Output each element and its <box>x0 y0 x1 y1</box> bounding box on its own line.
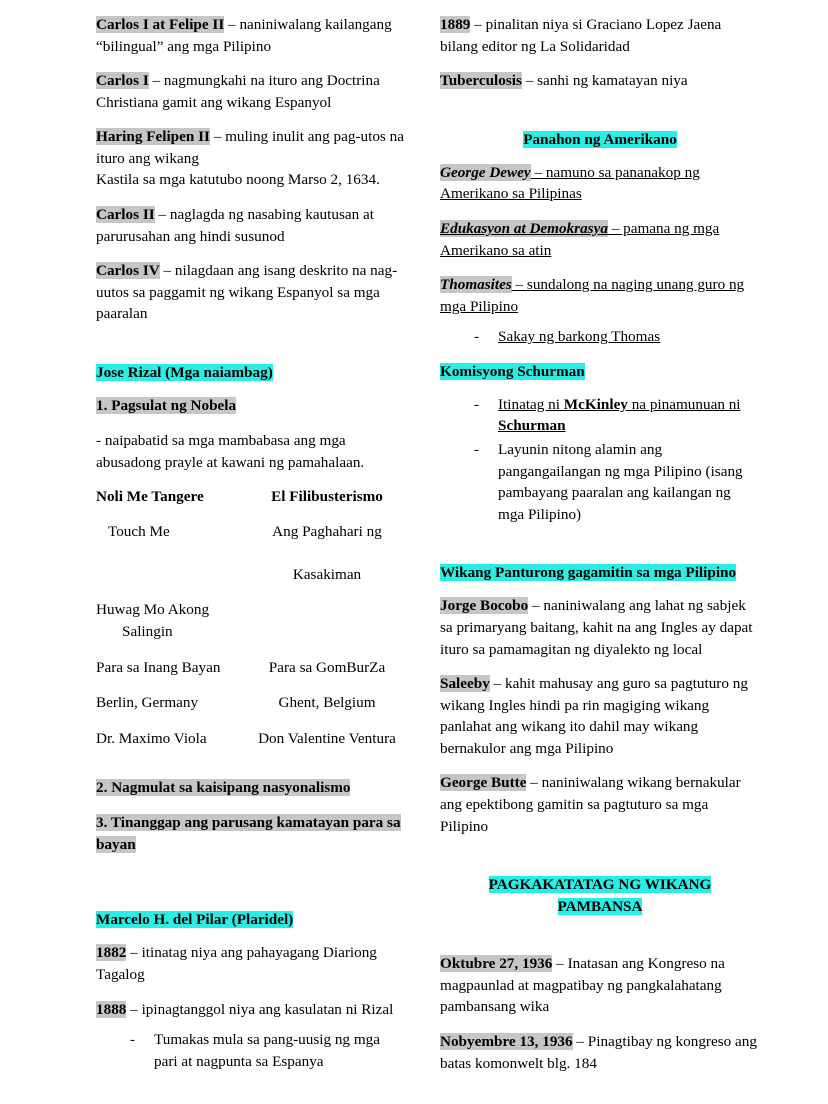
term-label: Tuberculosis <box>440 72 522 90</box>
cell-tagalog-fili <box>250 599 404 656</box>
column-header-noli: Noli Me Tangere <box>96 488 204 506</box>
term-body: – Inatasan ang Kongreso na magpaunlad at magpatibay ng pangkalahatang pambansang wika <box>440 955 725 1016</box>
heading-text-line1: PAGKAKATATAG NG WIKANG <box>488 876 712 894</box>
entry-1882 <box>96 942 404 985</box>
table-row <box>96 692 404 728</box>
entry-carlos-i-felipe-ii <box>96 14 404 57</box>
heading-text: Komisyong Schurman <box>440 362 585 380</box>
table-row <box>96 728 404 764</box>
cell-tagalog-noli <box>96 599 250 656</box>
plaridel-bullet-list <box>96 1029 404 1072</box>
term-body: – itinatag niya ang pahayagang Diariong Tagalog <box>96 944 377 984</box>
term-label: Oktubre 27, 1936 <box>440 955 553 973</box>
term-body: – kahit mahusay ang guro sa pagtuturo ng wikang Ingles hindi pa rin magiging wikang panlahat ang wikang ito dahil may wikang bernakulor ang mga Pilipino <box>440 675 748 757</box>
term-body: – naniniwalang kailangang “bilingual” ang mga Pilipino <box>96 16 392 55</box>
list-item-text: Sakay ng barkong Thomas <box>498 328 661 346</box>
left-column <box>96 14 404 1085</box>
entry-tuberculosis <box>440 70 760 92</box>
heading-text-line2: PAMBANSA <box>557 898 643 916</box>
term-label: Carlos II <box>96 206 155 224</box>
heading-text: Jose Rizal (Mga naiambag) <box>96 363 273 381</box>
term-label: George Butte <box>440 774 527 792</box>
term-body-line2: Kastila sa mga katutubo noong Marso 2, 1634. <box>96 171 380 189</box>
term-body: – naniniwalang ang lahat ng sabjek sa primaryang baitang, kahit na ang Ingles ay dapat ituro sa pamamagitan ng diyalekto ng local <box>440 597 753 658</box>
term-label: Saleeby <box>440 675 490 693</box>
cell-translation-noli: Touch Me <box>108 522 170 540</box>
entry-carlos-iv <box>96 260 404 325</box>
thomasites-bullet-list <box>440 326 760 348</box>
term-body: – naglagda ng nasabing kautusan at parurusahan ang hindi susunod <box>96 206 374 245</box>
list-item <box>474 394 760 437</box>
term-label: Haring Felipen II <box>96 128 210 146</box>
heading-komisyong-schurman <box>440 361 760 383</box>
right-column <box>440 14 760 1087</box>
cell-dedication-noli: Para sa Inang Bayan <box>96 658 221 676</box>
term-body: – pinalitan niya si Graciano Lopez Jaena bilang editor ng La Solidaridad <box>440 16 722 55</box>
term-label: 1882 <box>96 944 127 962</box>
term-body: – sundalong na naging unang guro ng mga Pilipino <box>440 276 745 315</box>
cell-dedication-fili: Para sa GomBurZa <box>268 658 386 676</box>
heading-text: Wikang Panturong gagamitin sa mga Pilipino <box>440 564 737 582</box>
entry-haring-felipen-ii <box>96 126 404 191</box>
term-body: – sanhi ng kamatayan niya <box>521 72 688 90</box>
column-header-fili: El Filibusterismo <box>271 488 383 506</box>
table-header-row <box>96 486 404 521</box>
novel-comparison-table <box>96 486 404 763</box>
term-label: Carlos I at Felipe II <box>96 16 225 33</box>
cell-place-noli: Berlin, Germany <box>96 694 199 712</box>
list-item <box>474 326 760 348</box>
cell-line1: Huwag Mo Akong <box>96 601 210 619</box>
entry-oktubre-27-1936 <box>440 953 760 1018</box>
heading-text: Marcelo H. del Pilar (Plaridel) <box>96 911 294 929</box>
entry-george-butte <box>440 772 760 837</box>
cell-place-fili: Ghent, Belgium <box>278 694 376 712</box>
table-row <box>96 657 404 693</box>
cell-line2: Kasakiman <box>292 565 362 583</box>
term-label: Edukasyon at Demokrasya <box>440 219 608 237</box>
entry-george-dewey <box>440 162 760 205</box>
section-spacer <box>440 929 760 953</box>
term-body: – nagmungkahi na ituro ang Doctrina Christiana gamit ang wikang Espanyol <box>96 72 380 111</box>
term-body: – namuno sa pananakop ng Amerikano sa Pilipinas <box>440 163 700 203</box>
heading-panahon-ng-amerikano <box>440 129 760 151</box>
cell-translation-fili <box>250 521 404 600</box>
section-spacer <box>440 105 760 129</box>
entry-thomasites <box>440 274 760 317</box>
entry-carlos-ii <box>96 204 404 247</box>
term-body: – naniniwalang wikang bernakular ang epektibong gamitin sa pagtuturo sa mga Pilipino <box>440 774 741 835</box>
term-label: George Dewey <box>440 163 531 181</box>
entry-saleeby <box>440 673 760 759</box>
entry-nobyembre-13-1936 <box>440 1031 760 1074</box>
section-spacer <box>440 538 760 562</box>
entry-carlos-i <box>96 70 404 113</box>
note-naipabatid: - naipabatid sa mga mambabasa ang mga abusadong prayle at kawani ng pamahalaan. <box>96 432 365 471</box>
cell-line1: Ang Paghahari ng <box>272 522 382 540</box>
heading-text: Panahon ng Amerikano <box>523 130 677 148</box>
heading-marcelo-del-pilar <box>96 909 404 931</box>
two-column-layout <box>96 14 770 1087</box>
term-body: – ipinagtanggol niya ang kasulatan ni Rizal <box>126 1000 394 1018</box>
cell-line2: Salingin <box>122 623 173 641</box>
list-item-text <box>498 396 741 435</box>
section-spacer <box>96 338 404 362</box>
term-label: 1889 <box>440 16 471 33</box>
term-body: – pamana ng mga Amerikano sa atin <box>440 219 720 259</box>
heading-text: 1. Pagsulat ng Nobela <box>96 396 237 414</box>
entry-1889 <box>440 14 760 57</box>
section-spacer <box>440 850 760 874</box>
heading-text: 2. Nagmulat sa kaisipang nasyonalismo <box>96 779 351 797</box>
term-label: Carlos I <box>96 72 149 90</box>
term-label: Nobyembre 13, 1936 <box>440 1032 573 1050</box>
heading-nagmulat <box>96 777 404 799</box>
bullet-bold-mckinley: McKinley <box>563 395 628 413</box>
term-label: 1888 <box>96 1000 127 1018</box>
heading-pagsulat-ng-nobela <box>96 395 404 417</box>
heading-wikang-panturong <box>440 562 760 584</box>
schurman-bullet-list <box>440 394 760 525</box>
cell-patron-noli: Dr. Maximo Viola <box>96 729 207 747</box>
entry-edukasyon-demokrasya <box>440 218 760 261</box>
bullet-pre: Itinatag ni <box>498 395 564 413</box>
heading-tinanggap <box>96 812 404 856</box>
entry-1888 <box>96 999 404 1021</box>
section-spacer <box>96 869 404 909</box>
heading-text: 3. Tinanggap ang parusang kamatayan para sa bayan <box>96 814 401 854</box>
cell-patron-fili: Don Valentine Ventura <box>258 729 396 747</box>
term-label: Jorge Bocobo <box>440 597 529 615</box>
term-label: Thomasites <box>440 276 512 294</box>
term-body: – Pinagtibay ng kongreso ang batas komonwelt blg. 184 <box>440 1032 757 1072</box>
term-body: – nilagdaan ang isang deskrito na nag-uutos sa paggamit ng wikang Espanyol sa mga paaralan <box>96 262 398 323</box>
heading-jose-rizal <box>96 362 404 384</box>
bullet-bold-schurman: Schurman <box>498 417 566 435</box>
term-body: – muling inulit ang pag-utos na ituro ang wikang <box>96 128 404 167</box>
entry-jorge-bocobo <box>440 595 760 660</box>
bullet-mid: na pinamunuan ni <box>627 395 741 413</box>
list-item: - Tumakas mula sa pang-uusig ng mga pari at nagpunta sa Espanya <box>130 1029 404 1072</box>
term-label: Carlos IV <box>96 262 160 280</box>
heading-pagkakatatag-pambansa <box>440 874 760 918</box>
table-row <box>96 599 404 656</box>
list-item: - Layunin nitong alamin ang pangangailangan ng mga Pilipino (isang pambayang paaralan ang kailangan ng mga Pilipino) <box>474 439 760 525</box>
table-row <box>96 521 404 600</box>
